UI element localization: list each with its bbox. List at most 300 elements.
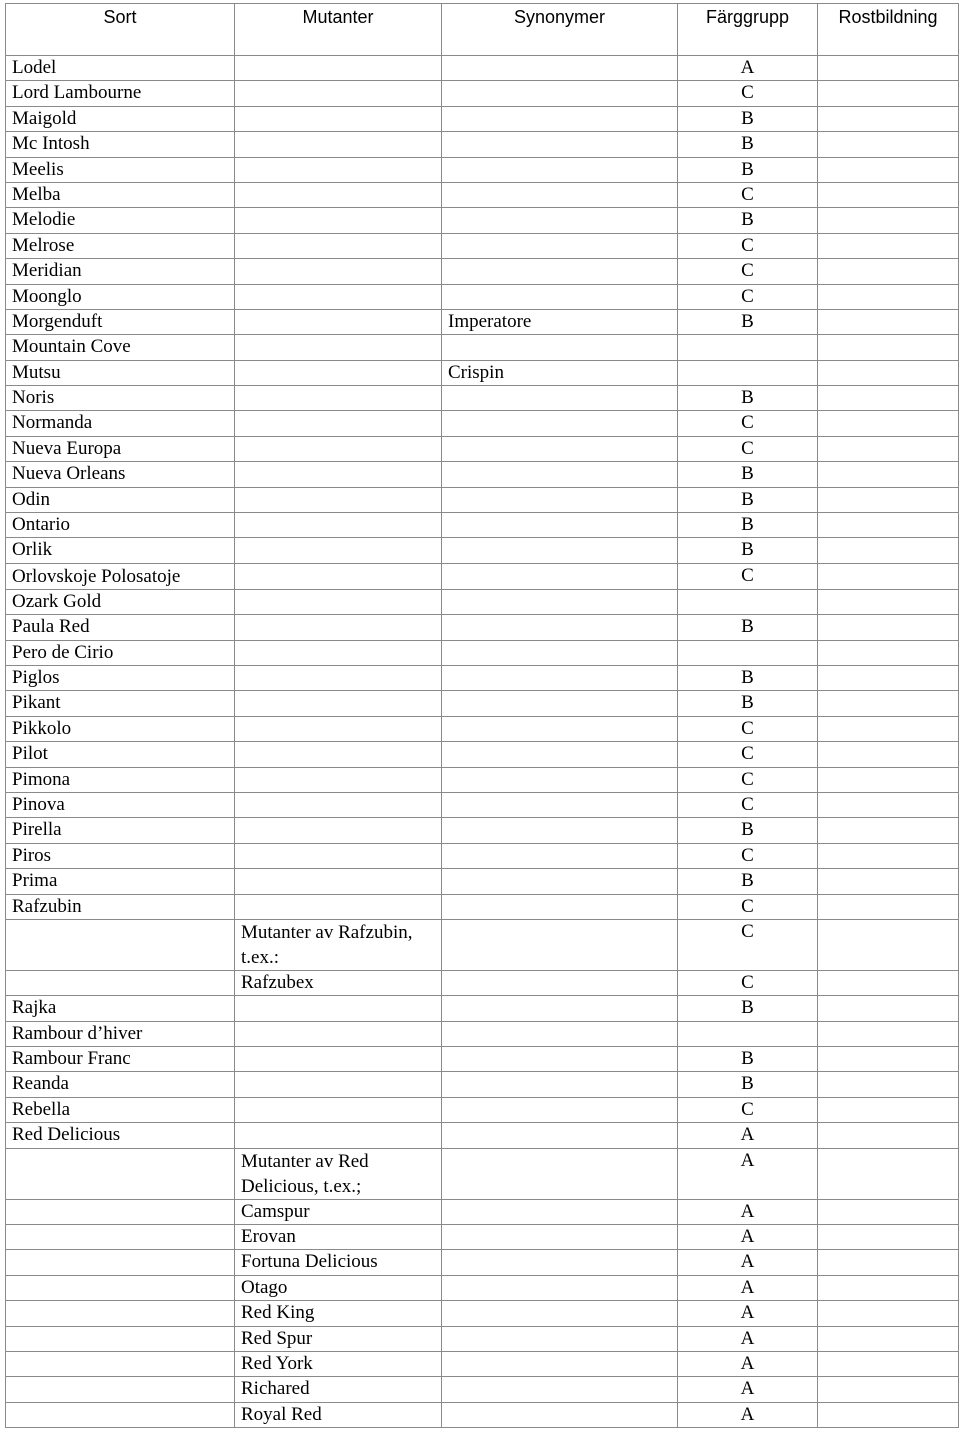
cell-rostbildning [818,1199,959,1224]
cell-sort: Mountain Cove [6,335,235,360]
cell-mutanter [235,792,442,817]
cell-farggrupp: C [678,742,818,767]
cell-mutanter [235,1072,442,1097]
cell-mutanter [235,843,442,868]
table-row [6,56,959,81]
cell-farggrupp: C [678,436,818,461]
cell-farggrupp: B [678,1072,818,1097]
cell-mutanter [235,56,442,81]
table-row [6,1402,959,1427]
header-sort: Sort [6,4,235,56]
cell-mutanter: Red York [235,1351,442,1376]
cell-sort: Lodel [6,56,235,81]
table-row [6,106,959,131]
cell-mutanter [235,742,442,767]
cell-rostbildning [818,56,959,81]
cell-farggrupp: B [678,462,818,487]
cell-sort: Piros [6,843,235,868]
table-row [6,1072,959,1097]
cell-sort: Pero de Cirio [6,640,235,665]
cell-mutanter [235,513,442,538]
cell-mutanter [235,157,442,182]
cell-rostbildning [818,1275,959,1300]
cell-rostbildning [818,487,959,512]
cell-farggrupp: A [678,1301,818,1326]
cell-mutanter: Royal Red [235,1402,442,1427]
cell-mutanter [235,386,442,411]
cell-rostbildning [818,132,959,157]
cell-rostbildning [818,284,959,309]
cell-farggrupp: B [678,996,818,1021]
table-row [6,1301,959,1326]
table-row [6,919,959,970]
cell-mutanter [235,538,442,563]
cell-sort [6,1225,235,1250]
cell-rostbildning [818,767,959,792]
cell-rostbildning [818,360,959,385]
cell-synonymer [442,335,678,360]
cell-synonymer: Crispin [442,360,678,385]
table-row [6,487,959,512]
table-row [6,970,959,995]
cell-mutanter: Camspur [235,1199,442,1224]
cell-farggrupp: C [678,767,818,792]
cell-sort: Orlovskoje Polosatoje [6,563,235,589]
cell-farggrupp: C [678,792,818,817]
cell-mutanter [235,233,442,258]
cell-farggrupp [678,360,818,385]
table-row [6,894,959,919]
cell-synonymer [442,792,678,817]
table-row [6,182,959,207]
cell-sort: Pimona [6,767,235,792]
table-row [6,716,959,741]
cell-rostbildning [818,1351,959,1376]
cell-sort: Melrose [6,233,235,258]
cell-rostbildning [818,81,959,106]
cell-synonymer [442,1021,678,1046]
cell-synonymer [442,691,678,716]
table-row [6,640,959,665]
cell-rostbildning [818,665,959,690]
cell-synonymer [442,56,678,81]
table-row [6,691,959,716]
cell-rostbildning [818,1021,959,1046]
table-row [6,1326,959,1351]
cell-rostbildning [818,309,959,334]
cell-mutanter [235,208,442,233]
cell-sort: Rambour d’hiver [6,1021,235,1046]
cell-rostbildning [818,1377,959,1402]
cell-synonymer [442,919,678,970]
cell-synonymer [442,1275,678,1300]
cell-mutanter [235,894,442,919]
cell-synonymer [442,233,678,258]
cell-mutanter [235,284,442,309]
cell-sort [6,1250,235,1275]
table-row [6,538,959,563]
cell-sort [6,1148,235,1199]
cell-farggrupp: A [678,1199,818,1224]
cell-rostbildning [818,513,959,538]
table-header [6,4,959,56]
cell-synonymer [442,157,678,182]
table-row [6,1351,959,1376]
cell-rostbildning [818,818,959,843]
header-rostbildning: Rostbildning [818,4,959,56]
cell-sort [6,1402,235,1427]
cell-synonymer [442,1148,678,1199]
cell-rostbildning [818,691,959,716]
cell-rostbildning [818,640,959,665]
cell-rostbildning [818,615,959,640]
cell-rostbildning [818,259,959,284]
cell-farggrupp: B [678,538,818,563]
cell-synonymer [442,615,678,640]
cell-synonymer [442,487,678,512]
cell-mutanter: Fortuna Delicious [235,1250,442,1275]
cell-synonymer [442,436,678,461]
cell-mutanter [235,411,442,436]
table-row [6,132,959,157]
cell-synonymer [442,411,678,436]
cell-farggrupp: B [678,309,818,334]
cell-mutanter [235,487,442,512]
cell-mutanter [235,767,442,792]
cell-farggrupp: A [678,1351,818,1376]
cell-sort: Pikkolo [6,716,235,741]
cell-farggrupp: A [678,1275,818,1300]
cell-sort: Pirella [6,818,235,843]
cell-synonymer [442,1123,678,1148]
cell-synonymer [442,1250,678,1275]
cell-synonymer [442,1377,678,1402]
cell-synonymer [442,818,678,843]
table-row [6,1275,959,1300]
cell-sort: Pilot [6,742,235,767]
cell-sort: Mc Intosh [6,132,235,157]
cell-sort: Ozark Gold [6,589,235,614]
cell-farggrupp: B [678,157,818,182]
cell-mutanter [235,640,442,665]
cell-synonymer [442,1047,678,1072]
cell-mutanter: Erovan [235,1225,442,1250]
cell-rostbildning [818,182,959,207]
cell-mutanter: Red King [235,1301,442,1326]
cell-mutanter [235,132,442,157]
table-row [6,335,959,360]
table-row [6,792,959,817]
table-row [6,1047,959,1072]
cell-sort: Prima [6,869,235,894]
cell-sort [6,1377,235,1402]
table-row [6,284,959,309]
cell-farggrupp: A [678,1148,818,1199]
cell-mutanter: Richared [235,1377,442,1402]
cell-sort [6,919,235,970]
cell-mutanter: Mutanter av Rafzubin, t.ex.: [235,919,442,970]
cell-farggrupp: C [678,233,818,258]
cell-mutanter: Otago [235,1275,442,1300]
cell-farggrupp: C [678,894,818,919]
cell-mutanter [235,106,442,131]
cell-synonymer [442,894,678,919]
cell-sort: Pinova [6,792,235,817]
cell-synonymer [442,132,678,157]
cell-rostbildning [818,106,959,131]
cell-mutanter [235,182,442,207]
table-row [6,1021,959,1046]
cell-sort: Mutsu [6,360,235,385]
cell-farggrupp: C [678,970,818,995]
table-row [6,1148,959,1199]
cell-farggrupp [678,640,818,665]
cell-sort: Rebella [6,1097,235,1122]
cell-rostbildning [818,1301,959,1326]
cell-mutanter [235,1097,442,1122]
cell-synonymer [442,106,678,131]
table-row [6,513,959,538]
cell-farggrupp: B [678,132,818,157]
cell-synonymer [442,589,678,614]
cell-farggrupp: C [678,81,818,106]
table-row [6,309,959,334]
cell-mutanter: Red Spur [235,1326,442,1351]
cell-farggrupp: B [678,1047,818,1072]
cell-synonymer [442,386,678,411]
cell-rostbildning [818,792,959,817]
table-row [6,360,959,385]
cell-rostbildning [818,970,959,995]
cell-farggrupp [678,589,818,614]
cell-farggrupp: B [678,615,818,640]
cell-farggrupp: A [678,1402,818,1427]
cell-synonymer [442,462,678,487]
cell-mutanter [235,615,442,640]
cell-synonymer [442,640,678,665]
table-row [6,589,959,614]
cell-mutanter: Mutanter av Red Delicious, t.ex.; [235,1148,442,1199]
table-row [6,996,959,1021]
cell-farggrupp: C [678,1097,818,1122]
table-row [6,665,959,690]
cell-mutanter [235,360,442,385]
cell-farggrupp: B [678,106,818,131]
cell-rostbildning [818,1047,959,1072]
cell-farggrupp: A [678,1225,818,1250]
cell-rostbildning [818,1326,959,1351]
table-row [6,1097,959,1122]
table-row [6,81,959,106]
table-row [6,233,959,258]
cell-sort: Morgenduft [6,309,235,334]
table-row [6,767,959,792]
cell-sort: Rafzubin [6,894,235,919]
cell-farggrupp: B [678,691,818,716]
cell-synonymer [442,1097,678,1122]
cell-sort [6,970,235,995]
cell-sort: Reanda [6,1072,235,1097]
cell-rostbildning [818,563,959,589]
cell-synonymer [442,284,678,309]
cell-mutanter [235,462,442,487]
cell-sort: Odin [6,487,235,512]
table-row [6,1250,959,1275]
cell-rostbildning [818,589,959,614]
table-row [6,615,959,640]
table-row [6,818,959,843]
cell-mutanter [235,589,442,614]
table-row [6,1377,959,1402]
cell-mutanter [235,818,442,843]
cell-farggrupp: C [678,563,818,589]
cell-synonymer [442,767,678,792]
cell-sort [6,1275,235,1300]
cell-rostbildning [818,1250,959,1275]
cell-mutanter [235,81,442,106]
cell-sort: Rajka [6,996,235,1021]
table-row [6,1123,959,1148]
table-row [6,386,959,411]
cell-synonymer [442,1351,678,1376]
table-row [6,563,959,589]
cell-sort: Moonglo [6,284,235,309]
cell-sort [6,1326,235,1351]
cell-rostbildning [818,1097,959,1122]
cell-sort: Melba [6,182,235,207]
cell-sort: Red Delicious [6,1123,235,1148]
cell-sort: Noris [6,386,235,411]
cell-rostbildning [818,538,959,563]
cell-synonymer [442,259,678,284]
header-synonymer: Synonymer [442,4,678,56]
cell-rostbildning [818,742,959,767]
cell-synonymer [442,538,678,563]
cell-sort: Rambour Franc [6,1047,235,1072]
cell-sort [6,1199,235,1224]
cell-mutanter [235,1047,442,1072]
cell-synonymer [442,716,678,741]
cell-sort: Pikant [6,691,235,716]
cell-synonymer [442,996,678,1021]
cell-sort: Meelis [6,157,235,182]
cell-rostbildning [818,208,959,233]
table-row [6,742,959,767]
cell-rostbildning [818,843,959,868]
cell-rostbildning [818,996,959,1021]
cell-farggrupp: C [678,284,818,309]
cell-synonymer [442,869,678,894]
table-body [6,56,959,1428]
cell-farggrupp: B [678,208,818,233]
cell-synonymer [442,81,678,106]
cell-rostbildning [818,716,959,741]
cell-farggrupp: C [678,843,818,868]
cell-sort: Ontario [6,513,235,538]
cell-farggrupp: A [678,1377,818,1402]
cell-synonymer [442,843,678,868]
table-row [6,843,959,868]
cell-synonymer [442,1225,678,1250]
cell-synonymer [442,182,678,207]
cell-sort: Nueva Europa [6,436,235,461]
cell-synonymer [442,742,678,767]
table-row [6,436,959,461]
cell-farggrupp: B [678,869,818,894]
cell-sort: Maigold [6,106,235,131]
cell-rostbildning [818,462,959,487]
cell-synonymer [442,1199,678,1224]
cell-mutanter [235,1123,442,1148]
cell-farggrupp: B [678,513,818,538]
cell-sort: Melodie [6,208,235,233]
cell-rostbildning [818,1072,959,1097]
cell-farggrupp: C [678,411,818,436]
cell-mutanter [235,436,442,461]
cell-synonymer [442,208,678,233]
cell-farggrupp: A [678,56,818,81]
header-farggrupp: Färggrupp [678,4,818,56]
cell-rostbildning [818,436,959,461]
cell-synonymer [442,513,678,538]
cell-synonymer [442,1326,678,1351]
cell-synonymer [442,1072,678,1097]
cell-mutanter [235,335,442,360]
cell-rostbildning [818,233,959,258]
table-row [6,411,959,436]
cell-rostbildning [818,919,959,970]
cell-mutanter [235,309,442,334]
cell-rostbildning [818,1148,959,1199]
cell-farggrupp [678,335,818,360]
cell-mutanter [235,563,442,589]
header-mutanter: Mutanter [235,4,442,56]
cell-rostbildning [818,1225,959,1250]
cell-farggrupp: B [678,818,818,843]
cell-mutanter [235,691,442,716]
table-row [6,869,959,894]
cell-farggrupp: B [678,386,818,411]
cell-sort: Nueva Orleans [6,462,235,487]
cell-synonymer: Imperatore [442,309,678,334]
cell-mutanter: Rafzubex [235,970,442,995]
cell-synonymer [442,563,678,589]
table-row [6,1225,959,1250]
table-row [6,1199,959,1224]
cell-synonymer [442,665,678,690]
cell-sort [6,1301,235,1326]
cell-mutanter [235,716,442,741]
cell-mutanter [235,869,442,894]
cell-sort [6,1351,235,1376]
cell-sort: Lord Lambourne [6,81,235,106]
cell-sort: Paula Red [6,615,235,640]
cell-rostbildning [818,1123,959,1148]
cell-sort: Piglos [6,665,235,690]
cell-rostbildning [818,157,959,182]
cell-farggrupp: C [678,259,818,284]
cell-farggrupp: A [678,1123,818,1148]
cell-mutanter [235,996,442,1021]
cell-farggrupp: C [678,716,818,741]
cell-rostbildning [818,869,959,894]
cell-synonymer [442,1402,678,1427]
table-row [6,259,959,284]
cell-synonymer [442,970,678,995]
cell-farggrupp: A [678,1250,818,1275]
cell-farggrupp: B [678,487,818,512]
table-row [6,157,959,182]
